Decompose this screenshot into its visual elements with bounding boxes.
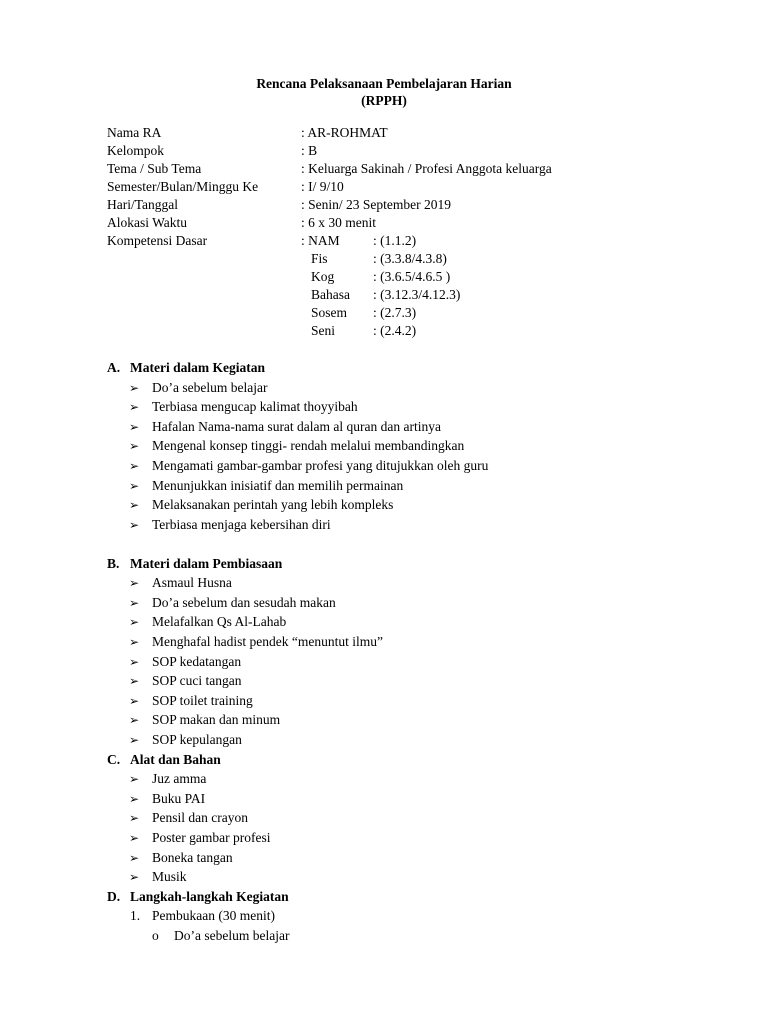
identity-value: : Keluarga Sakinah / Profesi Anggota keluarga xyxy=(301,161,552,176)
arrow-bullet-icon: ➢ xyxy=(129,479,140,493)
list-item: Asmaul Husna xyxy=(152,575,232,590)
arrow-bullet-icon: ➢ xyxy=(129,831,140,845)
kd-code: : (3.6.5/4.6.5 ) xyxy=(373,269,451,284)
arrow-bullet-icon: ➢ xyxy=(129,400,140,414)
arrow-bullet-icon: ➢ xyxy=(129,381,140,395)
arrow-bullet-icon: ➢ xyxy=(129,851,140,865)
arrow-bullet-icon: ➢ xyxy=(129,615,140,629)
arrow-bullet-icon: ➢ xyxy=(129,459,140,473)
list-item: Melafalkan Qs Al-Lahab xyxy=(152,614,287,629)
identity-value: : B xyxy=(301,143,318,158)
arrow-bullet-icon: ➢ xyxy=(129,576,140,590)
section-letter: C. xyxy=(107,752,121,767)
list-item: Juz amma xyxy=(152,771,207,786)
kd-code: : (2.4.2) xyxy=(373,323,417,338)
kd-code: : (3.3.8/4.3.8) xyxy=(373,251,447,266)
list-item: Menghafal hadist pendek “menuntut ilmu” xyxy=(152,634,383,649)
identity-value: : Senin/ 23 September 2019 xyxy=(301,197,451,212)
arrow-bullet-icon: ➢ xyxy=(129,635,140,649)
section-title: Materi dalam Pembiasaan xyxy=(130,556,283,571)
arrow-bullet-icon: ➢ xyxy=(129,772,140,786)
kd-name: Seni xyxy=(311,323,336,338)
arrow-bullet-icon: ➢ xyxy=(129,420,140,434)
identity-value: : NAM xyxy=(301,233,340,248)
identity-value: : I/ 9/10 xyxy=(301,179,344,194)
arrow-bullet-icon: ➢ xyxy=(129,713,140,727)
identity-label: Alokasi Waktu xyxy=(107,215,188,230)
kd-code: : (1.1.2) xyxy=(373,233,417,248)
kd-name: Sosem xyxy=(311,305,348,320)
kd-code: : (2.7.3) xyxy=(373,305,417,320)
list-item: SOP makan dan minum xyxy=(152,712,281,727)
list-item: SOP kepulangan xyxy=(152,732,242,747)
arrow-bullet-icon: ➢ xyxy=(129,870,140,884)
arrow-bullet-icon: ➢ xyxy=(129,518,140,532)
section-letter: D. xyxy=(107,889,121,904)
identity-label: Kelompok xyxy=(107,143,164,158)
list-item: Hafalan Nama-nama surat dalam al quran dan artinya xyxy=(152,419,441,434)
identity-label: Tema / Sub Tema xyxy=(107,161,202,176)
identity-label: Nama RA xyxy=(107,125,162,140)
arrow-bullet-icon: ➢ xyxy=(129,655,140,669)
list-item: Mengamati gambar-gambar profesi yang ditujukkan oleh guru xyxy=(152,458,489,473)
section-letter: A. xyxy=(107,360,121,375)
list-item: Terbiasa mengucap kalimat thoyyibah xyxy=(152,399,358,414)
circle-bullet-icon: o xyxy=(152,928,159,943)
arrow-bullet-icon: ➢ xyxy=(129,596,140,610)
document-title: Rencana Pelaksanaan Pembelajaran Harian xyxy=(256,76,512,91)
arrow-bullet-icon: ➢ xyxy=(129,811,140,825)
list-item: Musik xyxy=(152,869,187,884)
arrow-bullet-icon: ➢ xyxy=(129,733,140,747)
list-item: SOP cuci tangan xyxy=(152,673,242,688)
list-item: Pensil dan crayon xyxy=(152,810,248,825)
document-subtitle: (RPPH) xyxy=(361,93,407,108)
list-item: Melaksanakan perintah yang lebih kompleks xyxy=(152,497,394,512)
arrow-bullet-icon: ➢ xyxy=(129,498,140,512)
list-item: Do’a sebelum belajar xyxy=(152,380,268,395)
list-item: Menunjukkan inisiatif dan memilih permainan xyxy=(152,478,404,493)
arrow-bullet-icon: ➢ xyxy=(129,674,140,688)
arrow-bullet-icon: ➢ xyxy=(129,792,140,806)
section-letter: B. xyxy=(107,556,120,571)
kd-code: : (3.12.3/4.12.3) xyxy=(373,287,461,302)
list-item: Do’a sebelum dan sesudah makan xyxy=(152,595,336,610)
step-sub-item: Do’a sebelum belajar xyxy=(174,928,290,943)
list-item: SOP toilet training xyxy=(152,693,253,708)
list-item: Poster gambar profesi xyxy=(152,830,271,845)
list-item: Mengenal konsep tinggi- rendah melalui membandingkan xyxy=(152,438,465,453)
step-number: 1. xyxy=(130,908,141,923)
arrow-bullet-icon: ➢ xyxy=(129,439,140,453)
identity-value: : AR-ROHMAT xyxy=(301,125,388,140)
kd-name: Fis xyxy=(311,251,328,266)
identity-label: Semester/Bulan/Minggu Ke xyxy=(107,179,259,194)
kd-name: Bahasa xyxy=(311,287,350,302)
list-item: SOP kedatangan xyxy=(152,654,242,669)
identity-value: : 6 x 30 menit xyxy=(301,215,376,230)
section-title: Alat dan Bahan xyxy=(130,752,221,767)
section-title: Materi dalam Kegiatan xyxy=(130,360,265,375)
kd-name: Kog xyxy=(311,269,335,284)
arrow-bullet-icon: ➢ xyxy=(129,694,140,708)
list-item: Boneka tangan xyxy=(152,850,233,865)
list-item: Terbiasa menjaga kebersihan diri xyxy=(152,517,331,532)
list-item: Buku PAI xyxy=(152,791,206,806)
identity-label: Hari/Tanggal xyxy=(107,197,179,212)
step-label: Pembukaan (30 menit) xyxy=(152,908,275,923)
section-title: Langkah-langkah Kegiatan xyxy=(130,889,289,904)
identity-label: Kompetensi Dasar xyxy=(107,233,208,248)
